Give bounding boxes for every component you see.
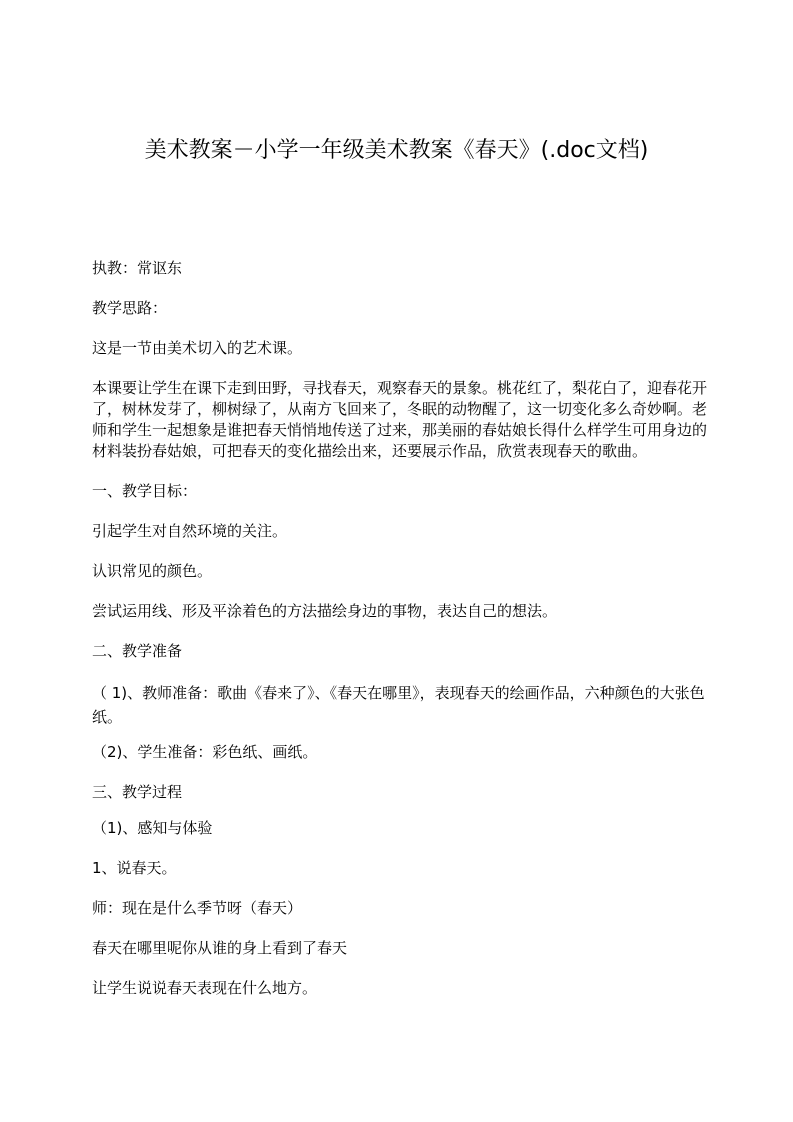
process-subheading: （1)、感知与体验 xyxy=(92,819,213,837)
document-title: 美术教案－小学一年级美术教案《春天》(.doc文档) xyxy=(144,138,649,163)
process-step: 1、说春天。 xyxy=(92,859,177,877)
goal-item: 认识常见的颜色。 xyxy=(92,562,213,580)
teaching-idea-heading: 教学思路： xyxy=(92,299,168,317)
dialogue-line: 让学生说说春天表现在什么地方。 xyxy=(92,979,318,997)
dialogue-line: 师：现在是什么季节呀（春天） xyxy=(92,899,303,917)
lesson-description-paragraph: 本课要让学生在课下走到田野，寻找春天，观察春天的景象。桃花红了，梨花白了，迎春花开了，树林发芽了，柳树绿了，从南方飞回来了，冬眠的动物醒了，这一切变化多么奇妙啊。老师和学生一起想象是谁把春天悄悄地传送了过来，那美丽的春姑娘长得什么样学生可用身边的材料装扮春姑娘，可把春天的变化描绘出来，还要展示作品，欣赏表现春天的歌曲。 xyxy=(92,379,708,460)
teacher-preparation-item: （ 1)、教师准备：歌曲《春来了》、《春天在哪里》，表现春天的绘画作品，六种颜色的大张色纸。 xyxy=(92,684,705,726)
student-preparation-item: （2)、学生准备：彩色纸、画纸。 xyxy=(92,743,318,761)
dialogue-line: 春天在哪里呢你从谁的身上看到了春天 xyxy=(92,939,348,957)
section-heading-goals: 一、教学目标： xyxy=(92,482,198,500)
goal-item: 引起学生对自然环境的关注。 xyxy=(92,522,288,540)
goal-item: 尝试运用线、形及平涂着色的方法描绘身边的事物，表达自己的想法。 xyxy=(92,602,558,620)
section-heading-process: 三、教学过程 xyxy=(92,783,183,801)
teacher-line: 执教：常讴东 xyxy=(92,259,183,277)
intro-paragraph: 这是一节由美术切入的艺术课。 xyxy=(92,339,303,357)
section-heading-preparation: 二、教学准备 xyxy=(92,642,183,660)
document-body xyxy=(92,258,712,1018)
